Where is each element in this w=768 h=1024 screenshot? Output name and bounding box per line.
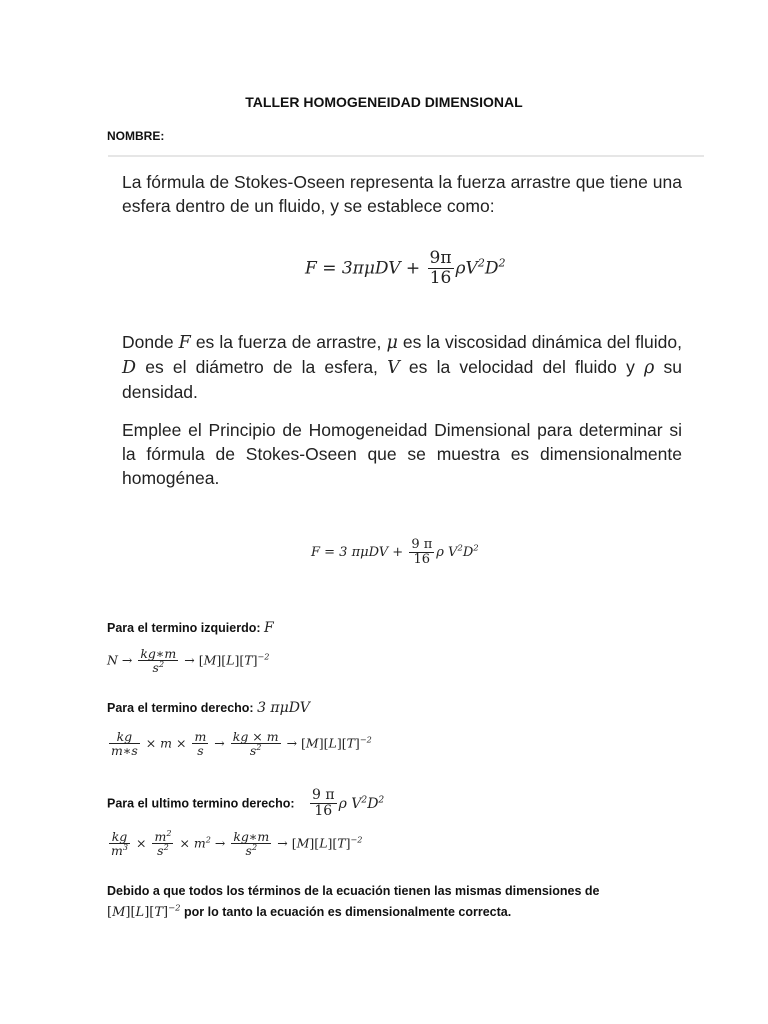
left-term-label: Para el termino izquierdo: F: [107, 620, 274, 636]
nombre-label: NOMBRE:: [107, 129, 165, 143]
problem-paragraph-1: La fórmula de Stokes-Oseen representa la fuerza arrastre que tiene una esfera dentro de un fluido, y se establece como:: [122, 172, 682, 216]
right-term-dimensions: $\frac{kg}{m∗s}$ × m × $\frac{m}{s}$ → $\frac{kg \times m}{s^2}$ → $[M][L][T]^{-2}$: [111, 729, 372, 759]
right-term-label: Para el termino derecho: 3 πμDV: [107, 700, 310, 716]
last-term-label: Para el ultimo termino derecho: $\frac{9 \pi}{16}$ ρ $V^2D^2$: [107, 787, 385, 819]
last-term-dimensions: $\frac{kg}{m^3}$ × $\frac{m^2}{s^2}$ × $m^2$ → $\frac{kg∗m}{s^2}$ → $[M][L][T]^{-2}$: [111, 827, 363, 859]
conclusion-line-1: Debido a que todos los términos de la ecuación tienen las mismas dimensiones de: [107, 884, 600, 898]
problem-paragraph-2: Donde F es la fuerza de arrastre, μ es la viscosidad dinámica del fluido, D es el diámetro de la esfera, V es la velocidad del fluido y ρ su densidad.: [122, 332, 682, 402]
document-title: TALLER HOMOGENEIDAD DIMENSIONAL: [245, 94, 523, 110]
left-term-dimensions: N → $\frac{kg∗m}{s^2}$ → $[M][L][T]^{-2}$: [107, 646, 270, 676]
conclusion-line-2: $[M][L][T]^{-2}$ por lo tanto la ecuación es dimensionalmente correcta.: [107, 902, 512, 920]
formula-restated: F = 3 πμDV + $\frac{9 \pi}{16}$ ρ $V^2D^2$: [311, 537, 479, 567]
stokes-oseen-formula: F = 3πμDV + $\frac{9\pi}{16}$ $\rho V^2D^2$: [305, 248, 506, 288]
problem-paragraph-3: Emplee el Principio de Homogeneidad Dimensional para determinar si la fórmula de Stokes-Oseen que se muestra es dimensionalmente homogénea.: [122, 420, 682, 488]
